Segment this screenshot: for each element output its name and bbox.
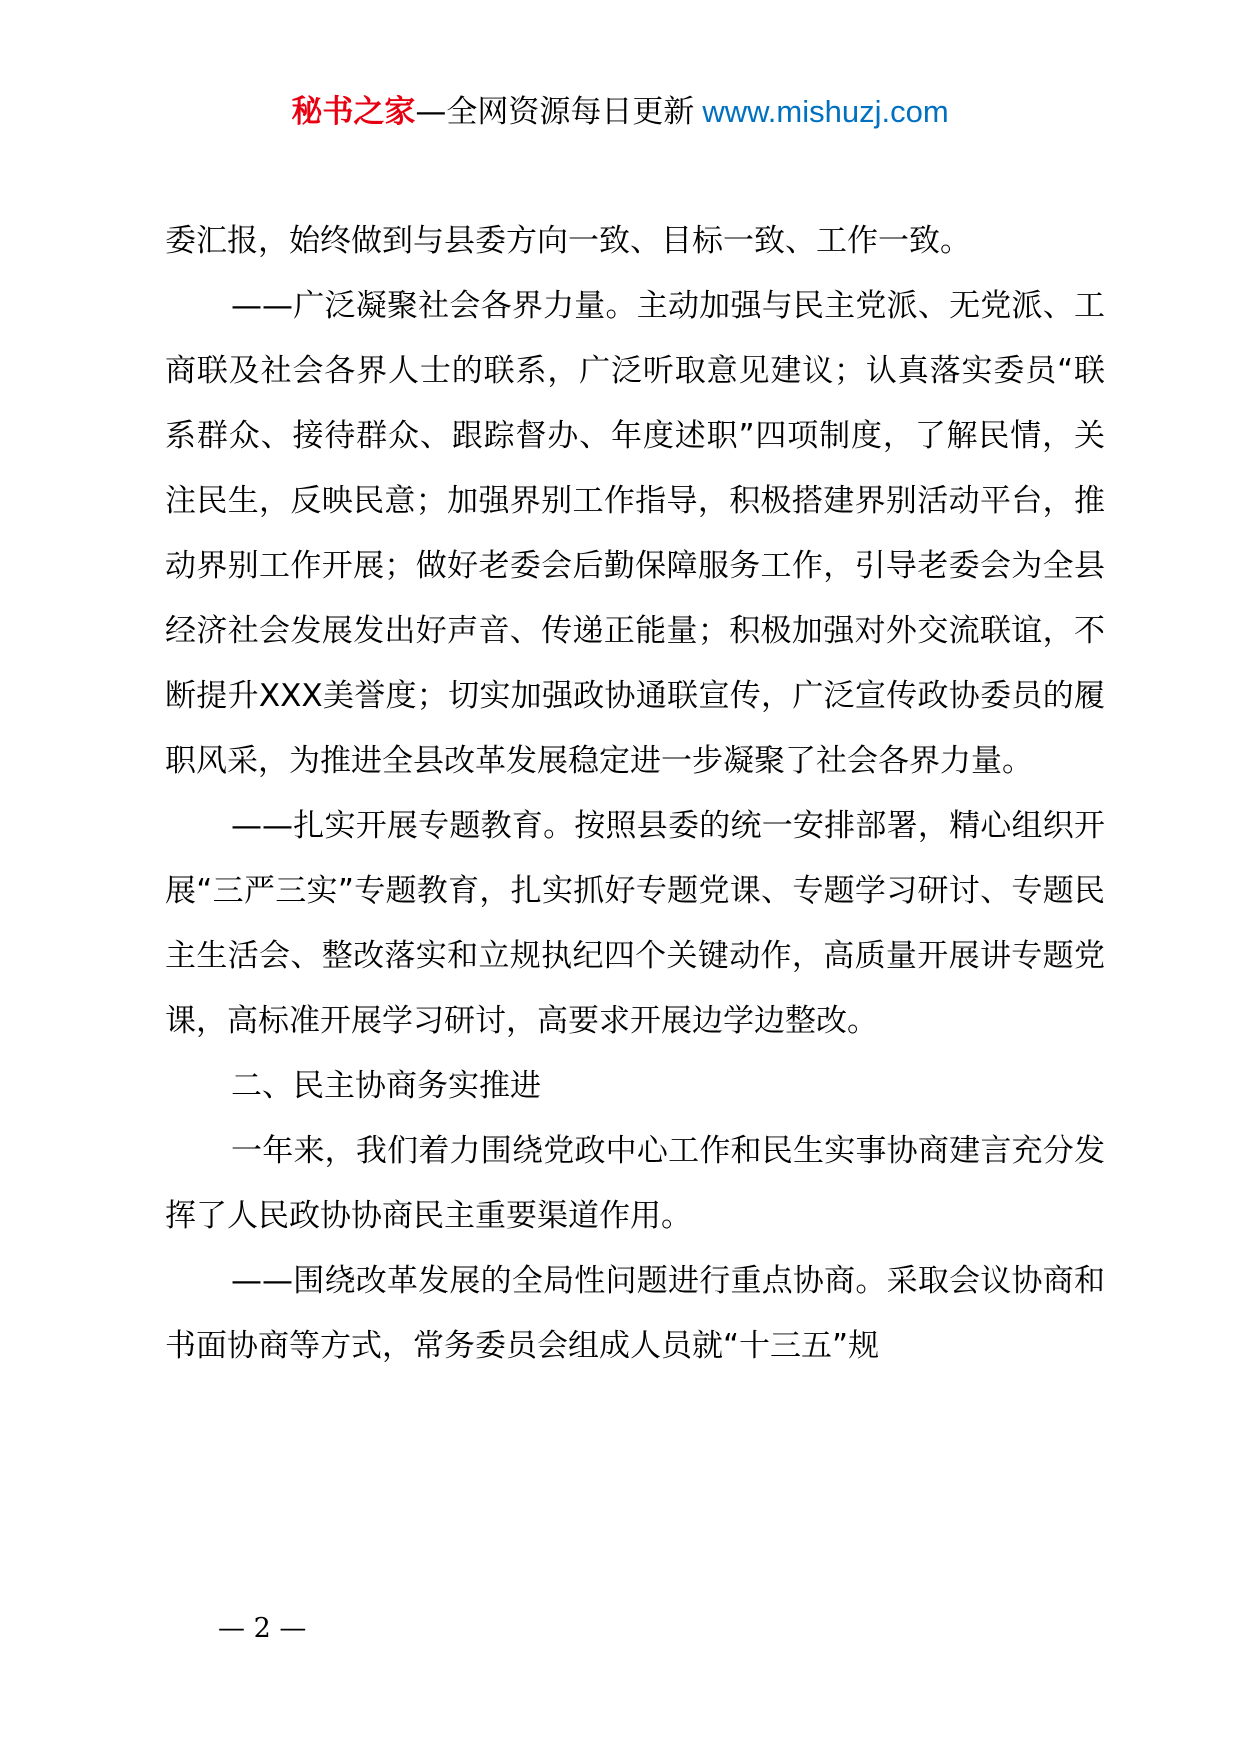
section-heading: 二、民主协商务实推进 xyxy=(231,1068,541,1104)
paragraph-year-summary: 一年来，我们着力围绕党政中心工作和民生实事协商建言充分发挥了人民政协协商民主重要渠道作用。 xyxy=(165,1133,1105,1234)
paragraph-special-education: ——扎实开展专题教育。按照县委的统一安排部署，精心组织开展“三严三实”专题教育，扎实抓好专题党课、专题学习研讨、专题民主生活会、整改落实和立规执纪四个关键动作，高质量开展讲专题党课，高标准开展学习研讨，高要求开展边学边整改。 xyxy=(165,808,1105,1039)
paragraph-key-consultation: ——围绕改革发展的全局性问题进行重点协商。采取会议协商和书面协商等方式，常务委员会组成人员就“十三五”规 xyxy=(165,1263,1105,1364)
paragraph-social-forces: ——广泛凝聚社会各界力量。主动加强与民主党派、无党派、工商联及社会各界人士的联系，广泛听取意见建议；认真落实委员“联系群众、接待群众、跟踪督办、年度述职”四项制度，了解民情，关注民生，反映民意；加强界别工作指导，积极搭建界别活动平台，推动界别工作开展；做好老委会后勤保障服务工作，引导老委会为全县经济社会发展发出好声音、传递正能量；积极加强对外交流联谊，不断提升XXX美誉度；切实加强政协通联宣传，广泛宣传政协委员的履职风采，为推进全县改革发展稳定进一步凝聚了社会各界力量。 xyxy=(165,288,1105,779)
site-url-link[interactable]: www.mishuzj.com xyxy=(702,94,949,129)
site-header xyxy=(0,92,1240,132)
page-number: — 2 — xyxy=(218,1613,307,1644)
document-body xyxy=(165,209,1105,1379)
paragraph-continuation: 委汇报，始终做到与县委方向一致、目标一致、工作一致。 xyxy=(165,223,971,259)
header-tagline: —全网资源每日更新 xyxy=(415,94,695,130)
brand-name: 秘书之家 xyxy=(291,94,416,130)
